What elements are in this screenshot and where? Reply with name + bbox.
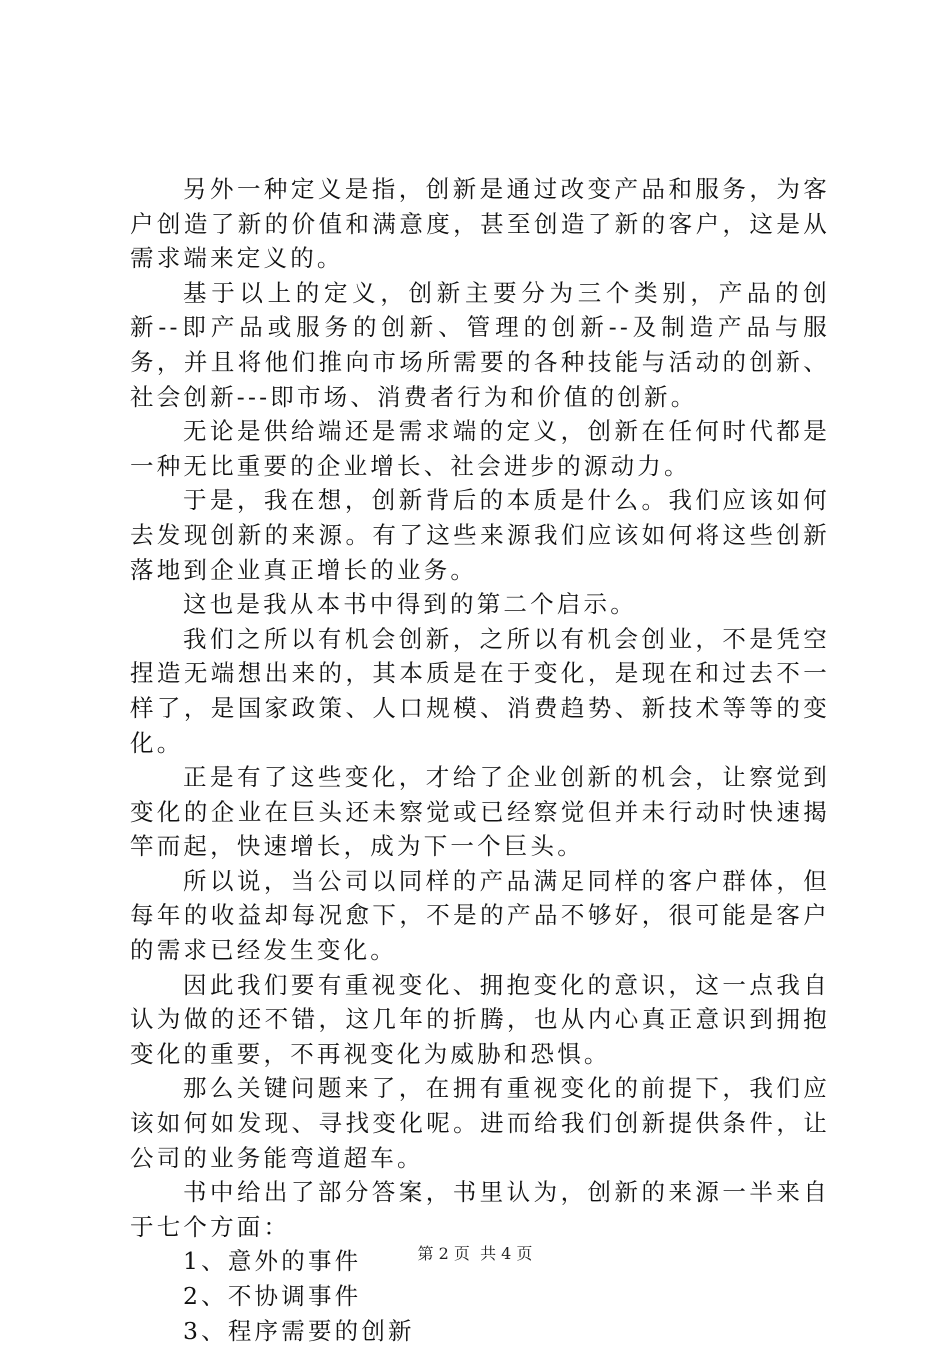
- paragraph: 基于以上的定义，创新主要分为三个类别，产品的创新--即产品或服务的创新、管理的创新--及制造产品与服务，并且将他们推向市场所需要的各种技能与活动的创新、社会创新---即市场、消费者行为和价值的创新。: [130, 278, 830, 411]
- list-item: 1、意外的事件: [183, 1247, 362, 1276]
- paragraph: 另外一种定义是指，创新是通过改变产品和服务，为客户创造了新的价值和满意度，甚至创造了新的客户，这是从需求端来定义的。: [130, 175, 830, 273]
- paragraph: 那么关键问题来了，在拥有重视变化的前提下，我们应该如何如发现、寻找变化呢。进而给我们创新提供条件，让公司的业务能弯道超车。: [130, 1074, 830, 1172]
- list-item: 2、不协调事件: [183, 1282, 362, 1310]
- paragraph: 无论是供给端还是需求端的定义，创新在任何时代都是一种无比重要的企业增长、社会进步的源动力。: [130, 417, 830, 480]
- document-body: [130, 172, 830, 1348]
- paragraph: 正是有了这些变化，才给了企业创新的机会，让察觉到变化的企业在巨头还未察觉或已经察觉但并未行动时快速揭竿而起，快速增长，成为下一个巨头。: [130, 763, 830, 861]
- paragraph: 这也是我从本书中得到的第二个启示。: [183, 590, 637, 619]
- page-number-footer: 第 2 页 共 4 页: [417, 1244, 533, 1263]
- paragraph: 书中给出了部分答案，书里认为，创新的来源一半来自于七个方面：: [130, 1178, 830, 1241]
- paragraph: 我们之所以有机会创新，之所以有机会创业，不是凭空捏造无端想出来的，其本质是在于变化，是现在和过去不一样了，是国家政策、人口规模、消费趋势、新技术等等的变化。: [130, 624, 830, 757]
- paragraph: 因此我们要有重视变化、拥抱变化的意识，这一点我自认为做的还不错，这几年的折腾，也从内心真正意识到拥抱变化的重要，不再视变化为威胁和恐惧。: [130, 970, 830, 1068]
- paragraph: 于是，我在想，创新背后的本质是什么。我们应该如何去发现创新的来源。有了这些来源我们应该如何将这些创新落地到企业真正增长的业务。: [130, 486, 830, 584]
- paragraph: 所以说，当公司以同样的产品满足同样的客户群体，但每年的收益却每况愈下，不是的产品不够好，很可能是客户的需求已经发生变化。: [130, 866, 830, 965]
- list-item: 3、程序需要的创新: [183, 1316, 415, 1345]
